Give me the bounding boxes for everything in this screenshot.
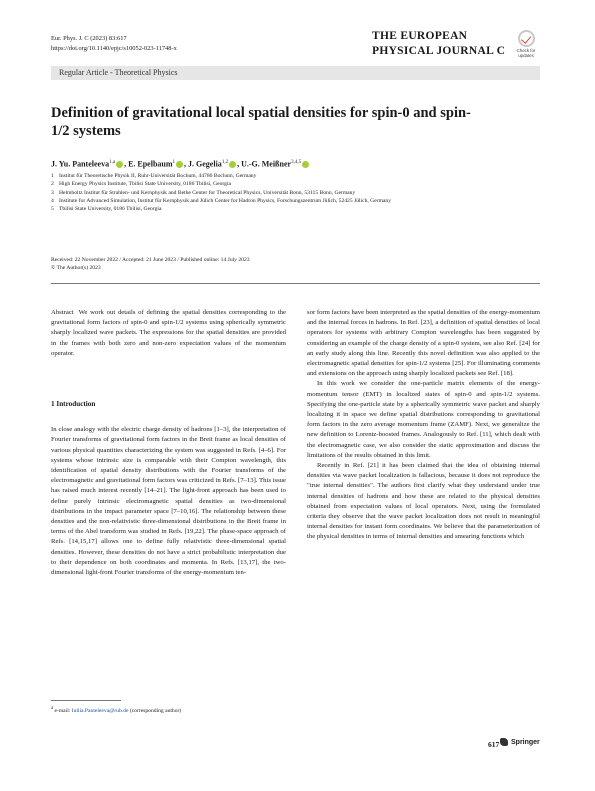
footnote-rule bbox=[51, 700, 121, 701]
affiliation-list bbox=[51, 172, 540, 213]
footnote-suffix: (corresponding author) bbox=[128, 707, 182, 714]
affiliation-text: Tbilisi State University, 0186 Tbilisi, Georgia bbox=[59, 206, 162, 213]
author-separator: , bbox=[124, 159, 129, 169]
author-name: J. Yu. Panteleeva bbox=[51, 159, 110, 169]
received-accepted-published: Received: 22 November 2022 / Accepted: 21 June 2023 / Published online: 14 July 2023 bbox=[51, 257, 250, 263]
check-updates-line2: updates bbox=[518, 53, 534, 58]
affiliation bbox=[51, 180, 540, 188]
author-affil-marker: 1,a bbox=[109, 160, 116, 165]
body-paragraph: In this work we consider the one-particle matrix elements of the energy-momentum tensor (EMT) in localized states of spin-0 and spin-1/2 systems. Specifying the one-particle state by a spherically symmetric wave packet and sharply localizing it in space we define spatial distributions corresponding to gravitational form factors in the zero average momentum frame (ZAMF). Next, we generalize the new definition to Lorentz-boosted frames. Analogously to Ref. [11], which dealt with the electromagnetic case, we also consider the static approximation and discuss the limitations of the results obtained in this limit. bbox=[307, 380, 540, 459]
left-column bbox=[51, 308, 286, 578]
divider bbox=[51, 283, 540, 284]
footnote-marker: a bbox=[51, 706, 54, 711]
citation: Eur. Phys. J. C (2023) 83:617 bbox=[51, 35, 127, 42]
abstract bbox=[51, 308, 286, 359]
check-for-updates-badge[interactable] bbox=[513, 30, 539, 62]
page-number: 617 bbox=[488, 740, 500, 749]
affiliation bbox=[51, 189, 540, 197]
footnote bbox=[51, 705, 286, 715]
orcid-icon[interactable] bbox=[176, 161, 183, 168]
springer-horse-icon bbox=[500, 738, 508, 746]
orcid-icon[interactable] bbox=[229, 161, 236, 168]
intro-paragraph: In close analogy with the electric charge density of hadrons [1–3], the interpretation of Fourier transforms of gravitational form factors in the Breit frame as local densities of various physical quantities characterizing the system was suggested in Refs. [4–6]. For systems whose intrinsic size is comparable with their Compton wavelength, this identification of spatial density distributions with the Fourier transforms of the electromagnetic and gravitational form factors was criticized in Refs. [7–13]. This issue has raised much interest recently [14–21]. The light-front approach has been used to define purely intrinsic electromagnetic spatial densities as two-dimensional distributions in the impact parameter space [7–10,16]. The relationship between these densities and the non-relativistic three-dimensional distributions in the Breit frame in terms of the Abel transform was studied in Refs. [19,22]. The phase-space approach of Refs. [14,15,17] allows one to define fully relativistic three-dimensional spatial densities. However, these densities do not have a strict probabilistic interpretation due to their dependence on both coordinates and momenta. In Refs. [13,17], the two-dimensional light-front Fourier transforms of the energy-momentum ten- bbox=[51, 426, 286, 577]
paper-title: Definition of gravitational local spatial densities for spin-0 and spin-1/2 systems bbox=[51, 105, 471, 139]
publisher-name: Springer bbox=[511, 738, 540, 746]
author-separator: , bbox=[237, 159, 242, 169]
author-list bbox=[51, 157, 540, 170]
abstract-text: We work out details of defining the spatial densities corresponding to the gravitational form factors of spin-0 and spin-1/2 systems using spherically symmetric sharply localized wave packets. The expressions for the spatial densities are provided in the frames with both zero and non-zero expectation values of the momentum operator. bbox=[51, 309, 286, 357]
affiliation-number: 4 bbox=[51, 197, 54, 204]
affiliation-text: Helmholtz Institut für Strahlen- und Kernphysik and Bethe Center for Theoretical Physics, Universität Bonn, 53115 Bonn, Germany bbox=[59, 189, 356, 196]
affiliation-number: 5 bbox=[51, 206, 54, 213]
author-name: E. Epelbaum bbox=[128, 159, 173, 169]
author-affil-marker: 1 bbox=[172, 160, 176, 165]
footnote-prefix: e-mail: bbox=[53, 707, 72, 714]
publication-dates bbox=[51, 256, 540, 273]
right-column bbox=[307, 308, 540, 543]
citation-block bbox=[51, 34, 177, 53]
author-separator: , bbox=[184, 159, 189, 169]
journal-name-line1: THE EUROPEAN bbox=[372, 30, 468, 42]
check-updates-line1: Check for bbox=[516, 48, 536, 53]
author-name: J. Gegelia bbox=[188, 159, 222, 169]
journal-logo bbox=[372, 29, 505, 59]
article-type-bar: Regular Article - Theoretical Physics bbox=[51, 66, 540, 80]
copyright-notice: © The Author(s) 2023 bbox=[51, 265, 101, 272]
publisher-logo bbox=[500, 738, 540, 746]
body-paragraph: sor form factors have been interpreted as the spatial densities of the energy-momentum and the internal forces in hadrons. In Ref. [23], a definition of spatial densities of local operators for systems with arbitrary Compton wavelengths has been suggested by considering an example of the charge density of a spin-0 system, see also Ref. [24] for an early study along this line. Recently this novel definition was also applied to the electromagnetic spatial densities for spin-1/2 systems [25]. For illuminating comments and extensions on the approach using sharply localized packets see Ref. [18]. bbox=[307, 309, 540, 378]
affiliation-text: High Energy Physics Institute, Tbilisi State University, 0186 Tbilisi, Georgia bbox=[59, 181, 231, 188]
check-updates-icon bbox=[518, 30, 535, 47]
affiliation-text: Institut für Theoretische Physik II, Ruhr-Universität Bochum, 44780 Bochum, Germany bbox=[59, 173, 257, 179]
email-link[interactable]: Iuliia.Panteleeva@rub.de bbox=[71, 707, 129, 714]
affiliation bbox=[51, 197, 540, 205]
affiliation bbox=[51, 205, 540, 213]
affiliation-number: 1 bbox=[51, 173, 54, 179]
section-heading: 1 Introduction bbox=[51, 400, 96, 409]
author-name: U.-G. Meißner bbox=[241, 159, 292, 169]
doi-link[interactable]: https://doi.org/10.1140/epjc/s10052-023-11748-x bbox=[51, 44, 177, 52]
author-affil-marker: 1,2 bbox=[221, 160, 229, 165]
affiliation-number: 2 bbox=[51, 181, 54, 188]
orcid-icon[interactable] bbox=[116, 161, 123, 168]
affiliation-number: 3 bbox=[51, 189, 54, 196]
author-affil-marker: 3,4,5 bbox=[291, 160, 302, 165]
affiliation-text: Institute for Advanced Simulation, Institut für Kernphysik and Jülich Center for Hadron Physics, Forschungszentrum Jülich, 52425 Jülich, Germany bbox=[59, 197, 391, 204]
body-paragraph: Recently in Ref. [21] it has been claimed that the idea of obtaining internal densities via wave packet localization is fallacious, because it does not reproduce the "true internal densities". The authors first clarify what they understand under true internal densities of hadrons and how these are related to the physical densities obtained from expectation values of local operators. Next, using the formulated criteria they observe that the wave packet localization does not result in meaningful internal densities for instant form coordinates. We believe that the parameterization of the physical densities in terms of internal densities and smearing functions which bbox=[307, 462, 540, 541]
abstract-label: Abstract bbox=[51, 309, 74, 316]
orcid-icon[interactable] bbox=[302, 161, 309, 168]
journal-name-line2: PHYSICAL JOURNAL C bbox=[372, 45, 506, 57]
affiliation bbox=[51, 172, 540, 180]
